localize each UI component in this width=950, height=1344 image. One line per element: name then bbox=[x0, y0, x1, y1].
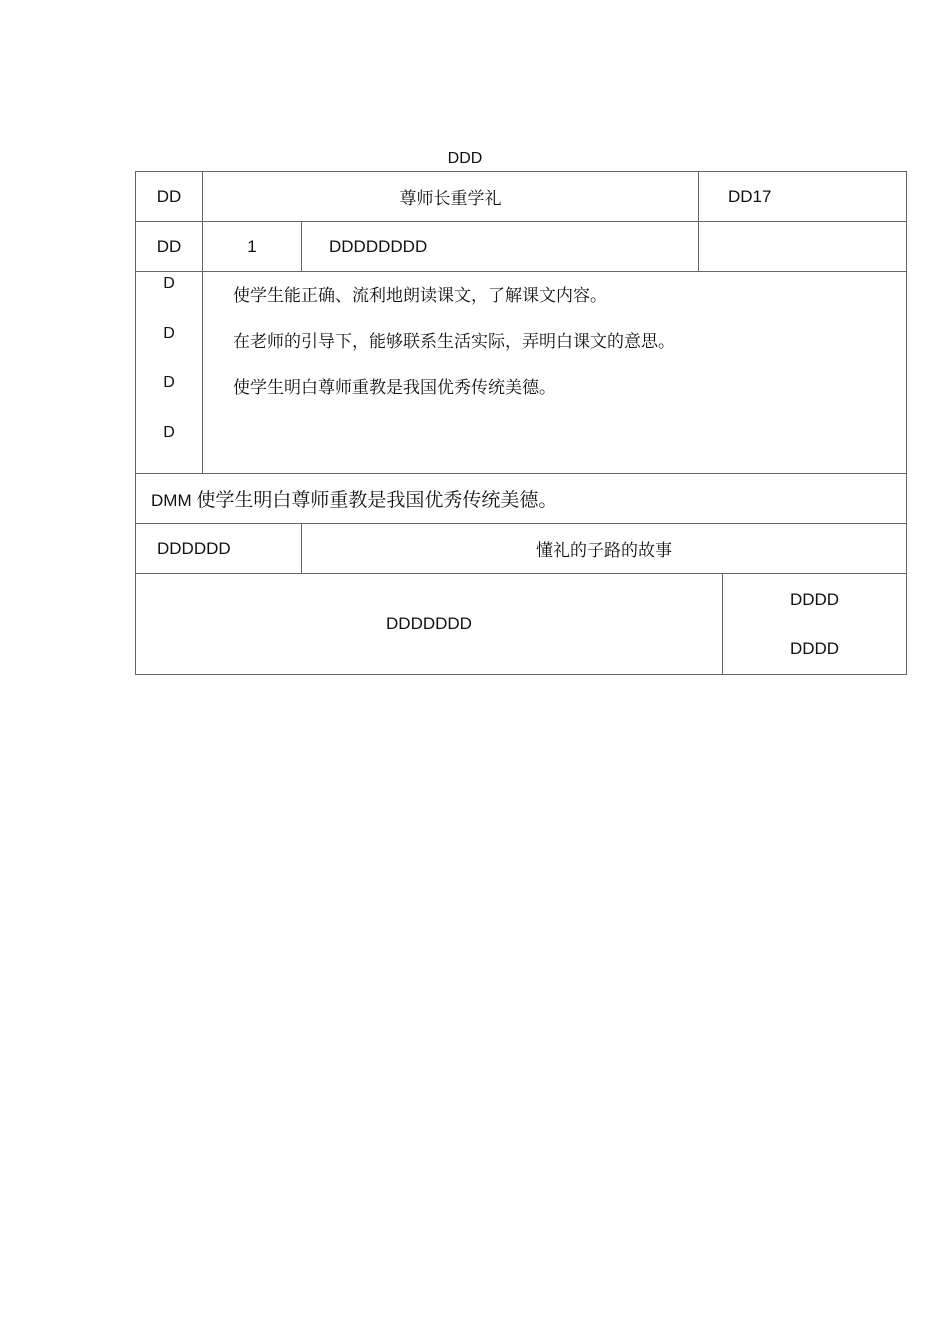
goals-row bbox=[136, 272, 907, 474]
table-caption: DDD bbox=[447, 150, 483, 167]
goal-item: 在老师的引导下，能够联系生活实际，弄明白课文的意思。 bbox=[233, 332, 675, 352]
period-row bbox=[136, 222, 907, 272]
title-row-label: DD bbox=[136, 172, 203, 222]
story-label: DDDDDD bbox=[136, 524, 302, 574]
goals-list bbox=[203, 272, 907, 474]
key-point-cell bbox=[136, 474, 907, 524]
goals-label-char: D bbox=[163, 423, 175, 441]
process-row bbox=[136, 574, 907, 675]
key-point-text: 使学生明白尊师重教是我国优秀传统美德。 bbox=[196, 489, 558, 511]
key-point-row bbox=[136, 474, 907, 524]
lesson-plan-table bbox=[135, 171, 907, 675]
key-point-label: DMM bbox=[151, 491, 192, 510]
period-value: 1 bbox=[203, 222, 302, 272]
process-side-item: DDDD bbox=[789, 639, 840, 658]
lesson-number: DD17 bbox=[699, 172, 907, 222]
process-side-item: DDDD bbox=[789, 590, 840, 609]
process-side bbox=[723, 574, 907, 675]
lesson-title: 尊师长重学礼 bbox=[203, 172, 699, 222]
period-text: DDDDDDDD bbox=[302, 222, 699, 272]
process-main: DDDDDDD bbox=[136, 574, 723, 675]
goals-label-char: D bbox=[163, 374, 175, 391]
goal-item: 使学生明白尊师重教是我国优秀传统美德。 bbox=[233, 378, 556, 398]
period-extra bbox=[699, 222, 907, 272]
story-row bbox=[136, 524, 907, 574]
title-row bbox=[136, 172, 907, 222]
goal-item: 使学生能正确、流利地朗读课文，了解课文内容。 bbox=[233, 286, 607, 306]
goals-label-char: D bbox=[163, 324, 175, 342]
goals-label-char: D bbox=[163, 275, 175, 292]
goals-label bbox=[136, 272, 203, 474]
period-row-label: DD bbox=[136, 222, 203, 272]
story-text: 懂礼的子路的故事 bbox=[302, 524, 907, 574]
